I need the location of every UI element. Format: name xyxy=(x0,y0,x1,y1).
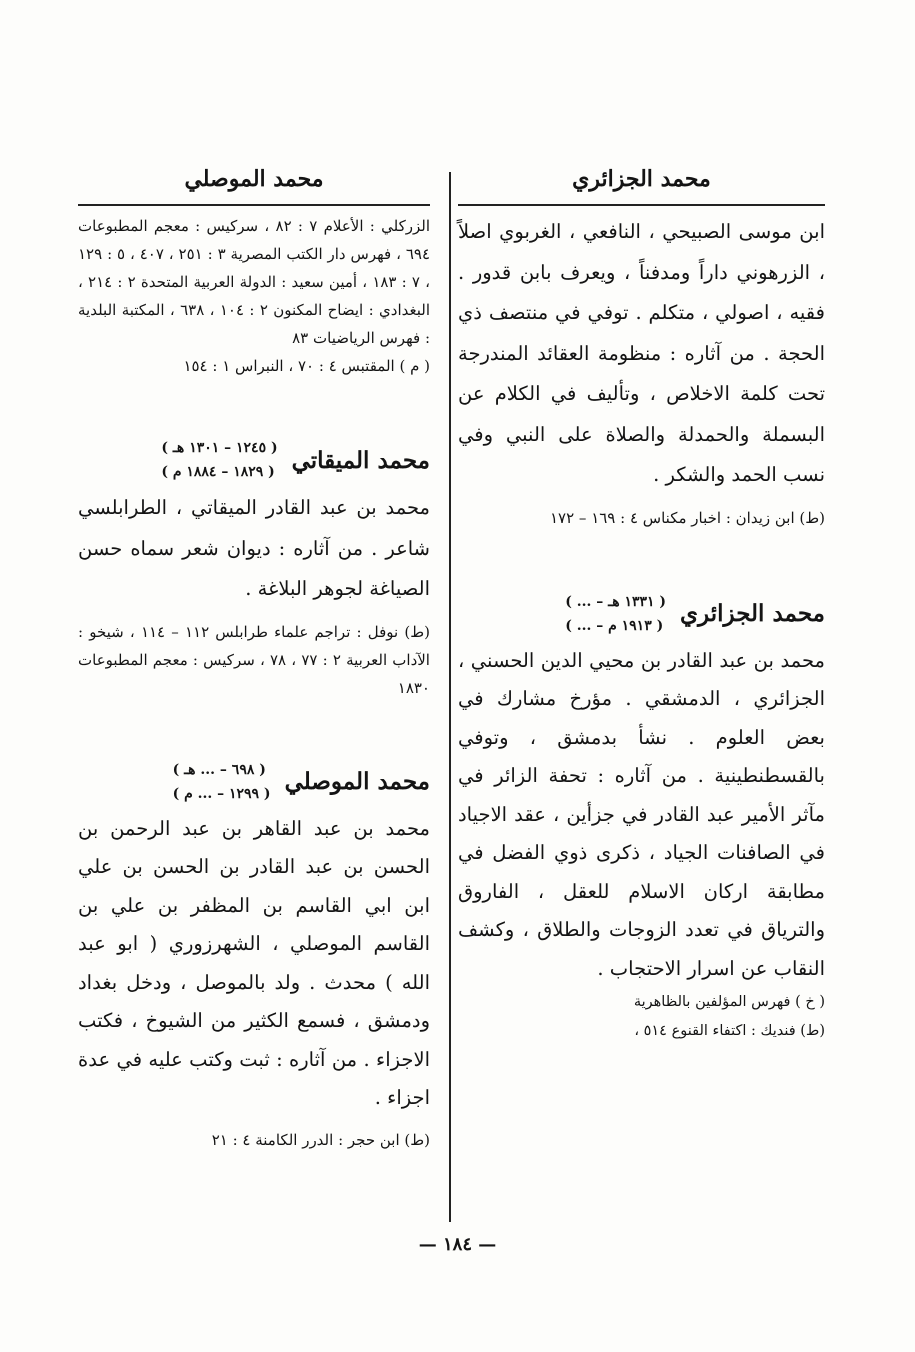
entry-dates xyxy=(173,758,271,806)
column-divider xyxy=(449,172,451,1222)
dates-gregorian: ( ١٨٢٩ – ١٨٨٤ م ) xyxy=(161,464,275,480)
entry-header xyxy=(78,758,430,806)
continued-references: الزركلي : الأعلام ٧ : ٨٢ ، سركيس : معجم المطبوعات ٦٩٤ ، فهرس دار الكتب المصرية ٣ : ٢٥١ ، ٤٠٧ ، ٥ : ١٢٩ ، ٧ : ١٨٣ ، أمين سعيد : الدولة العربية المتحدة ٢ : ٢١٤ ، البغدادي : ايضاح المكنون ٢ : ١٠٤ ، ٦٣٨ ، المكتبة البلدية : فهرس الرياضيات ٨٣ xyxy=(78,217,431,347)
dates-gregorian: ( ... – ١٩١٣ م ) xyxy=(565,617,664,634)
entry-text: محمد بن عبد القادر الميقاتي ، الطرابلسي شاعر . من آثاره : ديوان شعر سماه حسن الصياغة لجوهر البلاغة . xyxy=(78,496,430,600)
entry-dates xyxy=(565,590,666,638)
continued-entry-text: ابن موسى الصبيحي ، النافعي ، الغربوي اصلاً ، الزرهوني داراً ومدفناً ، ويعرف بابن قدور . فقيه ، اصولي ، متكلم . توفي في منتصف ذي الحجة . من آثاره : منظومة العقائد المندرجة تحت كلمة الاخلاص ، وتأليف في الكلام عن البسملة والحمدلة والصلاة على النبي وفي نسب الحمد والشكر . xyxy=(458,220,825,486)
left-column xyxy=(78,155,430,1154)
left-running-header: محمد الموصلي xyxy=(184,166,324,192)
entry-header xyxy=(458,590,825,638)
continued-entry-reference: (ط) ابن زيدان : اخبار مكناس ٤ : ١٦٩ – ١٧٢ xyxy=(549,508,825,527)
entry-text: محمد بن عبد القاهر بن عبد الرحمن بن الحسن بن عبد القادر بن الحسن بن علي ابن ابي القاسم بن المظفر بن علي بن القاسم الموصلي ، الشهرزوري ( ابو عبد الله ) محدث . ولد بالموصل ، ودخل بغداد ودمشق ، فسمع الكثير من الشيوخ ، فكتب الاجزاء . من آثاره : ثبت وكتب عليه في عدة اجزاء . xyxy=(78,816,430,1109)
entry-header xyxy=(78,436,430,484)
right-running-header: محمد الجزائري xyxy=(572,166,711,192)
entry-reference: (ط) ابن حجر : الدرر الكامنة ٤ : ٢١ xyxy=(211,1130,430,1149)
entry-dates xyxy=(161,436,277,484)
dates-hijri: ( ... – ١٣٣١ هـ ) xyxy=(565,593,667,610)
dates-hijri: ( ١٢٤٥ – ١٣٠١ هـ ) xyxy=(161,440,278,456)
continued-references-periodicals: ( م ) المقتبس ٤ : ٧٠ ، النبراس ١ : ١٥٤ xyxy=(183,357,430,375)
entry-text: محمد بن عبد القادر بن محيي الدين الحسني ، الجزائري ، الدمشقي . مؤرخ مشارك في بعض العلوم . نشأ بدمشق ، وتوفي بالقسطنطينية . من آثاره : تحفة الزائر في مآثر الأمير عبد القادر في جزأين ، عقد الاجياد في الصافنات الجياد ، ذكرى ذوي الفضل في مطابقة اركان الاسلام للعقل ، الفاروق والترياق في تعدد الزوجات والطلاق ، وكشف النقاب عن اسرار الاحتجاب . xyxy=(458,648,825,980)
dates-gregorian: ( ١٢٩٩ – ... م ) xyxy=(172,785,271,802)
entry-reference-printed: (ط) فنديك : اكتفاء القنوع ٥١٤ ، xyxy=(634,1023,825,1039)
dates-hijri: ( ٦٩٨ – ... هـ ) xyxy=(172,761,266,778)
entry-reference: (ط) نوفل : تراجم علماء طرابلس ١١٢ – ١١٤ ، شيخو : الآداب العربية ٢ : ٧٧ ، ٧٨ ، سركيس : معجم المطبوعات ١٨٣٠ xyxy=(78,622,430,697)
right-column xyxy=(458,155,825,1046)
page-number: — ١٨٤ — xyxy=(418,1234,497,1255)
entry-name: محمد الموصلي xyxy=(284,768,430,795)
entry-reference-manuscript: ( خ ) فهرس المؤلفين بالظاهرية xyxy=(633,994,825,1010)
entry-name: محمد الجزائري xyxy=(680,600,825,627)
entry-name: محمد الميقاتي xyxy=(291,446,430,474)
